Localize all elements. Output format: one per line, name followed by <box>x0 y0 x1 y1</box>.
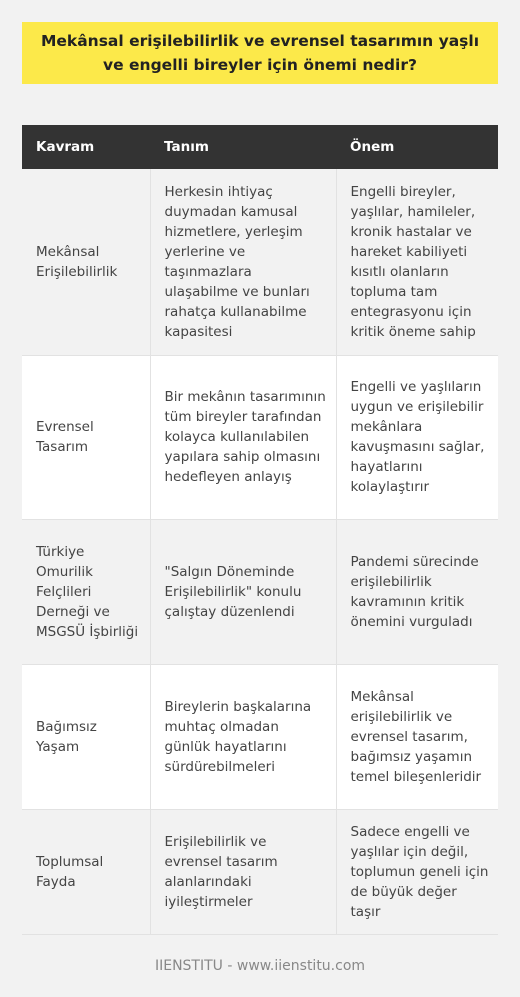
footer-source: IIENSTITU - www.iienstitu.com <box>154 958 366 974</box>
table-cell-onem: Pandemi sürecinde erişilebilirlik kavramının kritik önemini vurguladı <box>336 519 498 664</box>
table-cell-tanim: Erişilebilirlik ve evrensel tasarım alanlarındaki iyileştirmeler <box>150 809 336 934</box>
table-row <box>22 355 498 519</box>
table-cell-kavram: Toplumsal Fayda <box>22 809 150 934</box>
table-row <box>22 664 498 809</box>
table-cell-onem: Engelli bireyler, yaşlılar, hamileler, kronik hastalar ve hareket kabiliyeti kısıtlı olanların topluma tam entegrasyonu için kritik öneme sahip <box>336 169 498 355</box>
table-row <box>22 169 498 355</box>
column-header-tanim: Tanım <box>150 125 336 169</box>
title-banner <box>22 22 498 84</box>
concept-table <box>22 125 498 935</box>
table-cell-tanim: Bir mekânın tasarımının tüm bireyler tarafından kolayca kullanılabilen yapılara sahip olmasını hedefleyen anlayış <box>150 355 336 519</box>
table-cell-kavram: Evrensel Tasarım <box>22 355 150 519</box>
table-cell-kavram: Türkiye Omurilik Felçlileri Derneği ve MSGSÜ İşbirliği <box>22 519 150 664</box>
table-cell-onem: Mekânsal erişilebilirlik ve evrensel tasarım, bağımsız yaşamın temel bileşenleridir <box>336 664 498 809</box>
table-cell-onem: Engelli ve yaşlıların uygun ve erişilebilir mekânlara kavuşmasını sağlar, hayatlarını kolaylaştırır <box>336 355 498 519</box>
table-cell-tanim: Herkesin ihtiyaç duymadan kamusal hizmetlere, yerleşim yerlerine ve taşınmazlara ulaşabilme ve bunları rahatça kullanabilme kapasitesi <box>150 169 336 355</box>
table-cell-tanim: "Salgın Döneminde Erişilebilirlik" konulu çalıştay düzenlendi <box>150 519 336 664</box>
table-cell-kavram: Bağımsız Yaşam <box>22 664 150 809</box>
table-row <box>22 519 498 664</box>
table-row <box>22 809 498 934</box>
page-title: Mekânsal erişilebilirlik ve evrensel tasarımın yaşlı ve engelli bireyler için önemi nedir? <box>40 32 480 74</box>
table-cell-onem: Sadece engelli ve yaşlılar için değil, toplumun geneli için de büyük değer taşır <box>336 809 498 934</box>
column-header-onem: Önem <box>336 125 498 169</box>
table-cell-tanim: Bireylerin başkalarına muhtaç olmadan günlük hayatlarını sürdürebilmeleri <box>150 664 336 809</box>
column-header-kavram: Kavram <box>22 125 150 169</box>
table-header-row <box>22 125 498 169</box>
table-cell-kavram: Mekânsal Erişilebilirlik <box>22 169 150 355</box>
